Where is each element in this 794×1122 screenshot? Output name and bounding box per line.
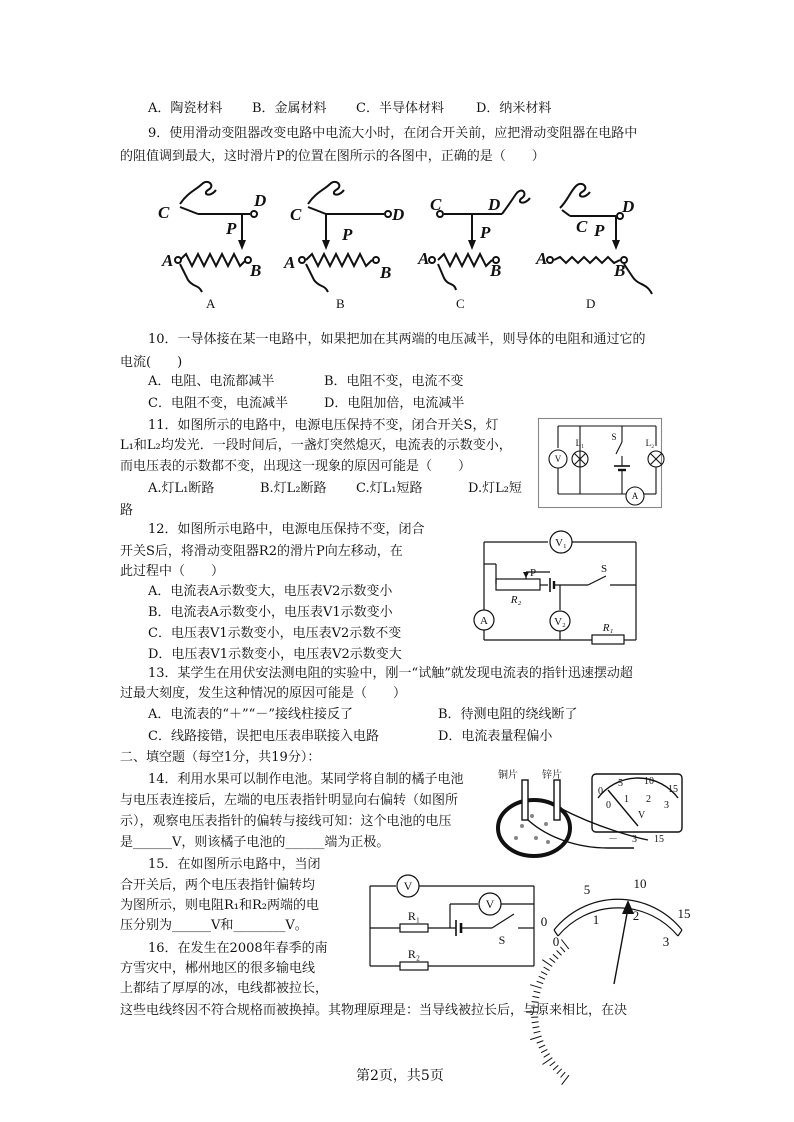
q14-stem-line2: 与电压表连接后，左端的电压表指针明显向右偏转（如图所 [120,793,459,808]
q14-stem-line3: 示），观察电压表指针的偏转与接线可知：这个电池的电压 [120,814,452,829]
q12-option-d: D．电压表V1示数变小，电压表V2示数变大 [148,647,402,662]
q10-option-b: B．电阻不变，电流不变 [324,374,464,389]
section-fill-in-heading: 二、填空题（每空1分，共19分）： [120,750,321,765]
dial-tick [532,1022,539,1023]
q12-option-b: B．电流表A示数变小，电压表V1示数变小 [148,605,393,620]
q15-dial-bottom-2: 2 [632,908,640,923]
q9-stem-line1: 9．使用滑动变阻器改变电路中电流大小时，在闭合开关前，应把滑动变阻器在电路中 [148,126,638,141]
fig-a-label-p: P [226,219,237,238]
dial-tick [562,1075,569,1085]
fig-d-label-a: A [536,249,548,268]
q14-terminal-minus: － [608,834,618,845]
fig-caption-b: B [336,296,345,311]
dial-tick [534,1031,541,1033]
q12-slider-label: P [529,567,537,579]
fig-a-label-b: B [250,261,262,280]
q12-stem-line3: 此过程中（ ） [120,564,225,579]
q13-option-c: C．线路接错，误把电压表串联接入电路 [148,729,379,744]
dial-tick [542,960,552,967]
dial-tick [533,1027,540,1028]
q9-rheostat-figures [150,172,670,317]
q13-option-d: D．电流表量程偏小 [438,729,553,744]
dial-tick [537,1041,544,1044]
dial-tick [560,947,565,952]
q15-dial-top-10: 10 [633,876,647,891]
fig-caption-d: D [586,296,596,311]
q15-dial-bottom-1: 1 [592,912,600,927]
q14-terminal-3: 3 [632,834,637,845]
q14-bottom-scale-1: 1 [624,794,629,805]
q10-option-a: A．电阻、电流都减半 [148,374,275,389]
q10-stem-line2: 电流( ) [120,355,183,370]
dial-tick [534,991,541,993]
q10-option-d: D．电阻加倍，电流减半 [324,396,465,411]
dial-tick [530,1036,542,1040]
page-footer: 第2页，共5页 [356,1068,444,1084]
q12-option-a: A．电流表A示数变大，电压表V2示数变小 [148,584,393,599]
fig-d-label-d: D [622,197,635,216]
dial-tick [561,940,568,949]
q11-option-a: A.灯L₁断路 [148,481,215,496]
q14-right-electrode-label: 锌片 [542,770,562,781]
q11-option-c: C.灯L₁短路 [356,481,423,496]
q11-ammeter-label: A [631,491,639,501]
q14-terminal-15: 15 [654,834,664,845]
fig-c-label-a: A [418,249,430,268]
q11-voltmeter-label: V [554,454,562,464]
dial-tick [557,1069,562,1074]
dial-tick [541,972,547,975]
dial-tick [557,950,562,955]
fig-caption-a: A [206,296,216,311]
q14-left-electrode-label: 铜片 [498,770,518,781]
fig-b-label-p: P [342,225,353,244]
dial-tick [561,1072,566,1077]
dial-tick [544,1054,550,1058]
fig-c-label-p: P [480,223,491,242]
q11-lamp1-label: L₁ [575,438,585,448]
q12-v2-label: V₂ [554,616,566,628]
dial-tick [532,996,539,997]
q12-stem-line1: 12．如图所示电路中，电源电压保持不变，闭合 [148,522,425,537]
q12-r2-label: R₂ [510,594,522,606]
q14-bottom-scale-0: 0 [606,800,611,811]
q14-top-scale-0: 0 [598,786,603,797]
q15-dial-top-5: 5 [583,882,591,897]
q11-stem-line2: L₁和L₂均发光．一段时间后，一盏灯突然熄灭，电流表的示数变小， [120,438,512,453]
q15-dial-bottom-3: 3 [662,934,670,949]
q16-stem-line1: 16．在发生在2008年春季的南 [148,941,328,956]
q14-bottom-scale-3: 3 [664,800,669,811]
q15-voltmeter2-label: V [485,897,495,911]
q12-stem-line2: 开关S后，将滑动变阻器R2的滑片P向左移动，在 [120,544,403,559]
dial-tick [553,1065,558,1070]
fig-d-label-c: C [576,217,588,236]
dial-tick [539,976,545,979]
fig-d-label-p: P [594,221,605,240]
dial-tick [543,1058,553,1065]
q15-dial-bottom-0: 0 [552,934,560,949]
q8-option-d: D．纳米材料 [476,101,552,116]
q15-switch-label: S [498,933,506,947]
q15-voltmeter1-label: V [403,879,413,893]
q12-option-c: C．电压表V1示数变小，电压表V2示数不变 [148,626,402,641]
q14-bottom-scale-2: 2 [646,794,651,805]
q11-stem-line3: 而电压表的示数都不变，出现这一现象的原因可能是（ ） [120,459,472,474]
q14-stem-line1: 14．利用水果可以制作电池。某同学将自制的橘子电池 [148,772,464,787]
dial-tick [530,985,541,989]
fig-c-label-d: D [488,195,501,214]
q13-stem-line1: 13．某学生在用伏安法测电阻的实验中，刚一“试触”就发现电流表的指针迅速摆动超 [148,666,633,681]
dial-tick [537,981,544,984]
dial-tick [550,958,556,962]
q8-option-a: A．陶瓷材料 [148,101,223,116]
fig-b-label-b: B [380,263,392,282]
fig-b-label-a: A [284,253,296,272]
q15-r2-label: R₂ [407,947,421,961]
q11-stem-line1: 11．如图所示的电路中，电源电压保持不变，闭合开关S，灯 [148,418,499,433]
q15-stem-line2: 合开关后，两个电压表指针偏转均 [120,878,316,893]
q14-top-scale-5: 5 [618,778,623,789]
dial-tick [544,967,550,971]
fig-b-label-c: C [290,205,302,224]
q12-circuit-diagram [466,530,638,645]
q11-option-d-tail: 路 [120,503,134,518]
q10-option-c: C．电阻不变，电流减半 [148,396,288,411]
q15-voltmeter-dial [536,856,696,988]
dial-tick [539,1045,545,1048]
q13-stem-line2: 过最大刻度，发生这种情况的原因可能是（ ） [120,686,407,701]
q12-v1-label: V₁ [555,537,567,549]
q16-stem-line4: 这些电线终因不符合规格而被换掉。其物理原理是：当导线被拉长后，与原来相比，在决 [120,1003,628,1018]
fig-b-label-d: D [392,205,405,224]
q8-option-c: C．半导体材料 [356,101,444,116]
q11-switch-label: S [611,432,617,442]
q16-stem-line2: 方雪灾中，郴州地区的很多输电线 [120,961,316,976]
q13-option-b: B．待测电阻的绕线断了 [438,707,578,722]
q8-option-b: B．金属材料 [252,101,327,116]
dial-tick [553,954,558,959]
dial-tick [550,1062,556,1066]
q11-option-b: B.灯L₂断路 [260,481,327,496]
fig-d-label-b: B [614,261,626,280]
q13-option-a: A．电流表的“＋”“－”接线柱接反了 [148,707,353,722]
q10-stem-line1: 10．一导体接在某一电路中，如果把加在其两端的电压减半，则导体的电阻和通过它的 [148,332,646,347]
q11-lamp2-label: L₂ [645,438,655,448]
fig-c-label-c: C [430,195,442,214]
q15-dial-top-15: 15 [677,906,691,921]
q9-stem-line2: 的阻值调到最大，这时滑片P的位置在图所示的各图中，正确的是（ ） [120,149,545,164]
q12-r1-label: R₁ [602,622,614,634]
q14-stem-line4: 是______V，则该橘子电池的______端为正极。 [120,835,390,850]
q15-stem-line4: 压分别为______V和________V。 [120,918,308,933]
q12-switch-label: S [600,563,608,575]
fig-a-label-d: D [254,191,267,210]
q14-top-scale-15: 15 [668,784,678,795]
q14-orange-battery-figure [488,768,688,868]
q15-stem-line3: 为图所示，则电阻R₁和R₂两端的电 [120,898,319,913]
dial-tick [541,1049,547,1052]
q11-circuit-diagram [538,418,662,508]
fig-caption-c: C [456,296,465,311]
q15-dial-top-0: 0 [540,914,548,929]
fig-c-label-b: B [490,261,502,280]
q12-ammeter-label: A [480,615,488,627]
q11-option-d: D.灯L₂短 [468,481,522,496]
q14-unit-label: V [638,810,646,821]
q16-stem-line3: 上都结了厚厚的冰，电线都被拉长， [120,981,329,996]
fig-a-label-a: A [162,251,174,270]
q15-r1-label: R₁ [407,909,421,923]
q15-circuit-diagram [366,870,538,980]
q15-stem-line1: 15．在如图所示电路中，当闭 [148,857,321,872]
fig-a-label-c: C [158,203,170,222]
q14-top-scale-10: 10 [644,776,654,787]
